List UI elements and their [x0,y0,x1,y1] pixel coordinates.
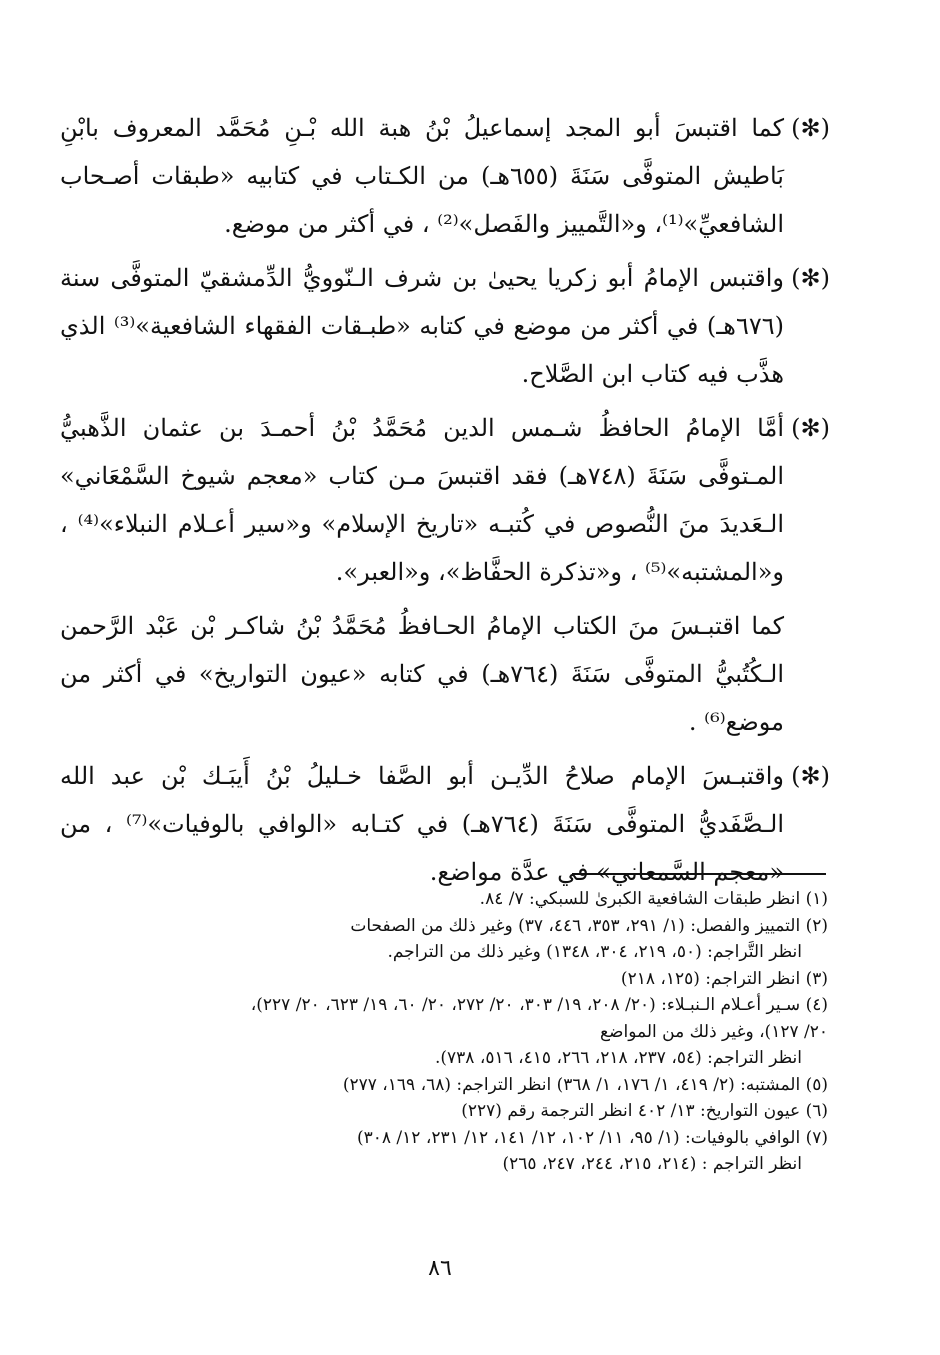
footnote-4-continued: انظر التراجم: (٥٤، ٢٣٧، ٢١٨، ٢٦٦، ٤١٥، ٥١٦، ٧٣٨). [435,1048,802,1068]
asterisk-marker: (✻) [791,762,830,790]
paragraph-nawawi [60,254,830,398]
asterisk-marker: (✻) [791,114,830,142]
footnote-2-continued: انظر التَّراجم: (٥٠، ٢١٩، ٣٠٤، ١٣٤٨) وغير ذلك من التراجم. [387,942,802,962]
paragraph-ibn-batish [60,104,830,248]
footnote-5: (٥) المشتبه: (٢/ ٤١٩، ١/ ١٧٦، ١/ ٣٦٨) انظر التراجم: (٦٨، ١٦٩، ٢٧٧) [342,1074,828,1095]
footnote-3: (٣) انظر التراجم: (١٢٥، ٢١٨) [620,968,828,989]
footnote-7-continued: انظر التراجم : (٢١٤، ٢١٥، ٢٤٤، ٢٤٧، ٢٦٥) [502,1154,802,1174]
paragraph-text: واقتبـسَ الإمام صلاحُ الدِّيـن أبو الصَّفا خـليلُ بْنُ أَيبَـك بْن عبد الله الـصَّفَديُّ المتوفَّى سَنَةَ (٧٦٤هـ) في كتـابه «الوافي بالوفيات»⁽⁷⁾ ، من «معجم السَّمعاني» في عدَّة مواضع. [60,762,784,886]
asterisk-marker: (✻) [791,414,830,442]
asterisk-marker: (✻) [791,264,830,292]
footnote-2: (٢) التمييز والفصل: (١/ ٢٩١، ٣٥٣، ٤٤٦، ٣٧) وغير ذلك من الصفحات [350,915,828,936]
paragraph-text: كما اقتبسَ أبو المجد إسماعيلُ بْنُ هبة الله بْـنِ مُحَمَّد المعروف بابْنِ بَاطيش المتوفَّى سَنَةَ (٦٥٥هـ) من الكـتاب في كتابيه «طبقات أصـحاب الشافعيِّ»⁽¹⁾، و«التَّمييز والفَصل»⁽²⁾ ، في أكثر من موضع. [60,114,784,238]
paragraph-dhahabi [60,404,830,596]
page-number: ٨٦ [428,1256,452,1281]
main-text [60,104,830,902]
paragraph-text: أمَّا الإمامُ الحافظُ شـمس الدين مُحَمَّدُ بْنُ أحمـدَ بن عثمان الذَّهبيُّ المـتوفَّى سَنَةَ (٧٤٨هـ) فقد اقتبسَ مـن كتاب «معجم شيوخ السَّمْعَاني» الـعَديدَ منَ النُّصوص في كُتبـه «تاريخ الإسلام» و«سير أعـلام النبلاء»⁽⁴⁾ ، و«المشتبه»⁽⁵⁾ ، و«تذكرة الحفَّاظ»، و«العبر». [60,414,784,586]
footnotes [236,886,828,1178]
paragraph-text: واقتبس الإمامُ أبو زكريا يحيىٰ بن شرف الـنّوويُّ الدِّمشقيّ المتوفَّى سنة (٦٧٦هـ) في أكثر من موضع في كتابه «طبـقات الفقهاء الشافعية»⁽³⁾ الذي هذَّب فيه كتاب ابن الصَّلاح. [60,264,784,388]
footnote-7: (٧) الوافي بالوفيات: (١/ ٩٥، ١١/ ١٠٢، ١٢/ ١٤١، ١٢/ ٢٣١، ١٢/ ٣٠٨) [356,1127,828,1148]
footnote-4: (٤) سـير أعـلام الـنبـلاء: (٢٠/ ٢٠٨، ١٩/ ٣٠٣، ٢٠/ ٢٧٢، ٢٠/ ٦٠، ١٩/ ٦٢٣، ٢٠/ ٢٢٧)، ٢٠/ ١٢٧)، وغير ذلك من المواضع [250,995,828,1042]
footnote-divider [572,873,826,875]
footnote-1: (١) انظر طبقات الشافعية الكبرىٰ للسبكي: ٧/ ٨٤. [479,889,828,909]
paragraph-kutubi [60,602,830,746]
paragraph-text: كما اقتبـسَ منَ الكتاب الإمامُ الحـافظُ مُحَمَّدُ بْنُ شاكـر بْن عَبْد الرَّحمن الـكُتُبيُّ المتوفَّى سَنَةَ (٧٦٤هـ) في كتابه «عيون التواريخ» في أكثر من موضع⁽⁶⁾ . [60,612,784,736]
footnote-6: (٦) عيون التواريخ: ١٣/ ٤٠٢ انظر الترجمة رقم (٢٢٧) [461,1101,828,1121]
